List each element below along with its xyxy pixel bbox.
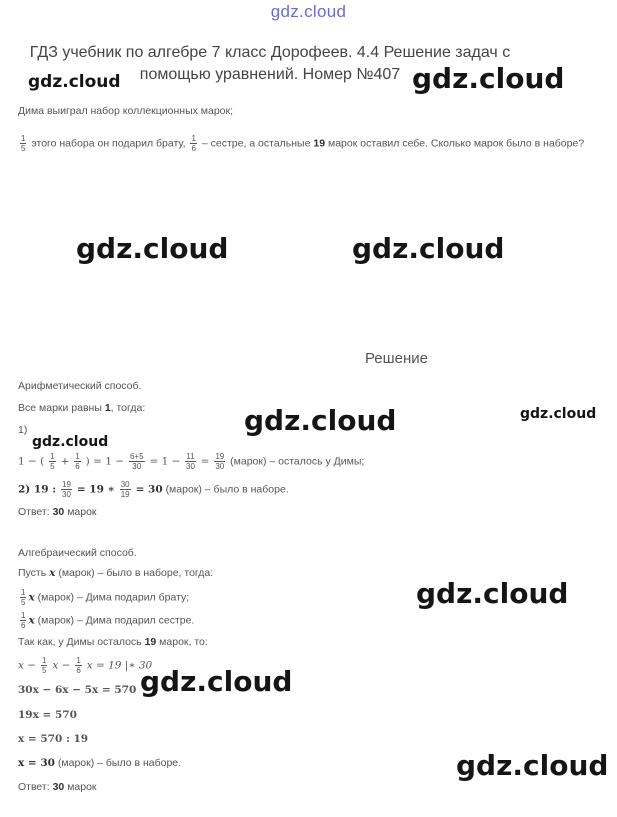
watermark: gdz.cloud — [140, 665, 293, 698]
solution-heading: Решение — [364, 350, 429, 367]
watermark: gdz.cloud — [28, 72, 121, 92]
watermark: gdz.cloud — [412, 62, 565, 95]
equation-line: x = 30 (марок) – было в наборе. — [18, 757, 182, 769]
watermark: gdz.cloud — [456, 749, 609, 782]
watermark: gdz.cloud — [32, 434, 109, 450]
method-title: Алгебраический способ. — [18, 547, 137, 559]
answer-line: Ответ: 30 марок — [18, 506, 97, 518]
equation-line: 1 − ( $\frac{1}{5}$ + $\frac{1}{6}$ ) = 1 − $\frac{6+5}{30}$ = 1 − $\frac{11}{30}$ = $\frac{19}{30}$ (марок) – осталось у Димы; — [18, 452, 365, 471]
watermark: gdz.cloud — [352, 232, 505, 265]
watermark: gdz.cloud — [76, 232, 229, 265]
watermark: gdz.cloud — [520, 406, 597, 422]
solution-line: Пусть x (марок) – было в наборе, тогда: — [18, 567, 214, 579]
solution-line: $\frac{1}{6}$ x (марок) – Дима подарил сестре. — [21, 611, 195, 630]
equation-line: 30x − 6x − 5x = 570 — [18, 684, 137, 696]
step-label: 1) — [18, 424, 28, 436]
solution-line: Все марки равны 1, тогда: — [18, 402, 146, 414]
equation-line: 2) 19 : $\frac{19}{30}$ = 19 ∗ $\frac{30}{19}$ = 30 (марок) – было в наборе. — [18, 480, 289, 499]
equation-line: 19x = 570 — [18, 709, 77, 721]
solution-line: Так как, у Димы осталось 19 марок, то: — [18, 636, 208, 648]
equation-line: x − $\frac{1}{5}$ x − $\frac{1}{6}$ x = 19 |∗ 30 — [18, 656, 153, 675]
solution-line: $\frac{1}{5}$ x (марок) – Дима подарил брату; — [21, 588, 190, 607]
method-title: Арифметический способ. — [18, 380, 142, 392]
problem-line: $\frac{1}{5}$ этого набора он подарил брату, $\frac{1}{6}$ – сестре, а остальные 19 марок оставил себе. Сколько марок было в наборе? — [21, 134, 585, 153]
equation-line: x = 570 : 19 — [18, 733, 89, 745]
page-title: ГДЗ учебник по алгебре 7 класс Дорофеев. 4.4 Решение задач с помощью уравнений. Номер №407 — [29, 44, 511, 83]
watermark: gdz.cloud — [416, 577, 569, 610]
problem-line: Дима выиграл набор коллекционных марок; — [18, 105, 234, 117]
answer-line: Ответ: 30 марок — [18, 781, 97, 793]
site-logo[interactable]: gdz.cloud — [270, 2, 347, 21]
watermark: gdz.cloud — [244, 404, 397, 437]
